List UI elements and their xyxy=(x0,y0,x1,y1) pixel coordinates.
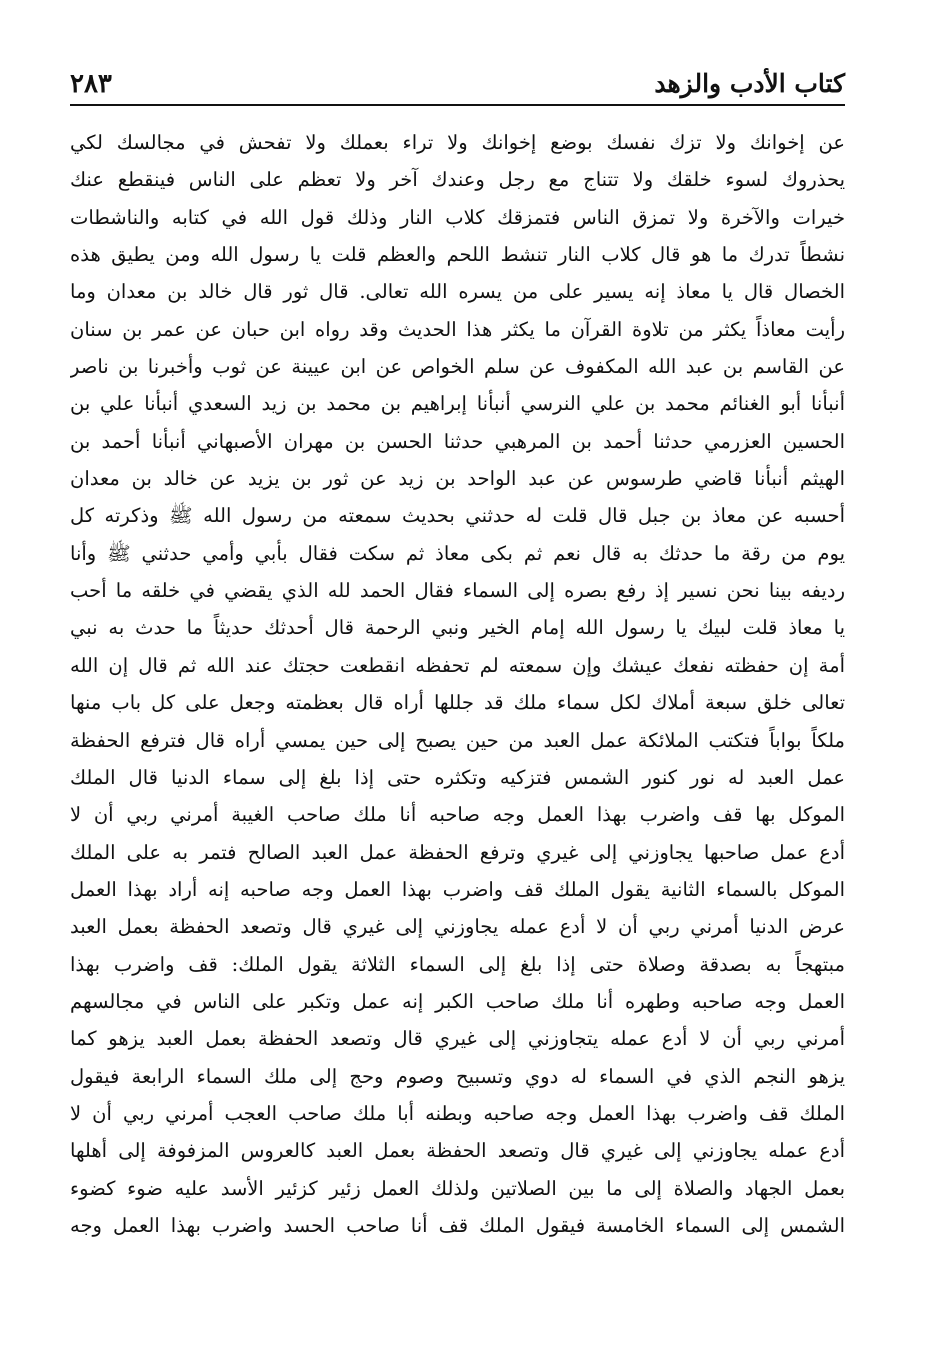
page-number: ٢٨٣ xyxy=(70,69,112,99)
text-line: عمل العبد له نور كنور الشمس فتزكيه وتكثره حتى إذا بلغ إلى سماء الدنيا قال الملك xyxy=(70,765,845,789)
text-line: الشمس إلى السماء الخامسة فيقول الملك قف أنا صاحب الحسد واضرب بهذا العمل وجه xyxy=(70,1213,845,1237)
text-line: الملك قف واضرب بهذا العمل وجه صاحبه وبطنه أبا ملك صاحب العجب أمرني ربي أن لا xyxy=(70,1101,845,1125)
text-line: عن القاسم بن عبد الله المكفوف عن سلم الخواص عن ابن عيينة عن ثوب وأخبرنا بن ناصر xyxy=(70,355,845,379)
text-line: أدع عمله يجاوزني إلى غيري قال وتصعد الحفظة بعمل العبد كالعروس المزفوفة إلى أهلها xyxy=(70,1139,845,1163)
book-title: كتاب الأدب والزهد xyxy=(654,69,845,98)
text-line: يوم من رقة ما حدثك به قال نعم ثم بكى معاذ ثم سكت فقال بأبي وأمي حدثني ﷺ وأنا xyxy=(70,541,845,565)
text-line: رأيت معاذاً يكثر من تلاوة القرآن ما يكثر هذا الحديث وقد رواه ابن حبان عن عمر بن سنان xyxy=(70,317,845,341)
text-line: تعالى خلق سبعة أملاك لكل سماء ملك قد جللها أراه قال بعظمته وجعل على كل باب منها xyxy=(70,691,845,715)
text-line: أمرني ربي أن لا أدع عمله يتجاوزني إلى غيري قال وتصعد الحفظة بعمل العبد يزهو كما xyxy=(70,1027,845,1051)
text-line: رديفه بينا نحن نسير إذ رفع بصره إلى السماء فقال الحمد لله الذي يقضي في خلقه ما أحب xyxy=(70,579,845,603)
text-line: الهيثم أنبأنا قاضي طرسوس عن عبد الواحد بن زيد عن ثور بن يزيد عن خالد بن معدان xyxy=(70,467,845,491)
text-line: يا معاذ قلت لبيك يا رسول الله إمام الخير ونبي الرحمة قال أحدثك حديثاً ما حدث به نبي xyxy=(70,616,845,640)
text-line: خيرات والآخرة ولا تمزق الناس فتمزقك كلاب النار وذلك قول الله في كتابه والناشطات xyxy=(70,205,845,229)
text-line: يزهو النجم الذي في السماء له دوي وتسبيح وصوم وحج إلى ملك السماء الرابعة فيقول xyxy=(70,1064,845,1088)
text-line: مبتهجاً به بصدقة وصلاة حتى إذا بلغ إلى السماء الثلاثة يقول الملك: قف واضرب بهذا xyxy=(70,952,845,976)
text-line: أنبأنا أبو الغنائم محمد بن علي النرسي أنبأنا إبراهيم بن محمد بن زيد السعدي أنبأنا علي بن xyxy=(70,392,845,416)
text-line: يحذروك لسوء خلقك ولا تتناج مع رجل وعندك آخر ولا تعظم على الناس فينقطع عنك xyxy=(70,168,845,192)
text-line: الحسين العزرمي حدثنا أحمد بن المرهبي حدثنا الحسن بن مهران الأصبهاني أنبأنا أحمد بن xyxy=(70,429,845,453)
text-line: العمل وجه صاحبه وطهره أنا ملك صاحب الكبر إنه عمل وتكبر على الناس في مجالسهم xyxy=(70,989,845,1013)
body-text xyxy=(70,124,845,1244)
text-line: ملكاً بواباً فتكتب الملائكة عمل العبد من حين يصبح إلى حين يمسي أراه قال فترفع الحفظة xyxy=(70,728,845,752)
text-line: أدع عمل صاحبها يجاوزني إلى غيري وترفع الحفظة عمل العبد الصالح فتمر به على الملك xyxy=(70,840,845,864)
text-line: عرض الدنيا أمرني ربي أن لا أدع عمله يجاوزني إلى غيري قال وتصعد الحفظة بعمل العبد xyxy=(70,915,845,939)
text-line: أحسبه عن معاذ بن جبل قال قلت له حدثني بحديث سمعته من رسول الله ﷺ وذكرته كل xyxy=(70,504,845,528)
text-line: الخصال قال يا معاذ إنه يسير على من يسره الله تعالى. قال ثور قال خالد بن معدان وما xyxy=(70,280,845,304)
text-line: نشطاً تدرك ما هو قال كلاب النار تنشط اللحم والعظم قلت يا رسول الله ومن يطيق هذه xyxy=(70,243,845,267)
text-line: الموكل بالسماء الثانية يقول الملك قف واضرب بهذا العمل وجه صاحبه إنه أراد بهذا العمل xyxy=(70,877,845,901)
text-line: عن إخوانك ولا تزك نفسك بوضع إخوانك ولا تراء بعملك ولا تفحش في مجالسك لكي xyxy=(70,131,845,154)
text-line: بعمل الجهاد والصلاة إلى ما بين الصلاتين ولذلك العمل زئير كزئير الأسد عليه ضوء كضوء xyxy=(70,1176,845,1200)
running-header xyxy=(70,58,845,102)
text-line: أمة إن حفظته نفعك عيشك وإن سمعته لم تحفظه انقطعت حجتك عند الله ثم قال إن الله xyxy=(70,653,845,677)
header-divider xyxy=(70,104,845,106)
text-line: الموكل بها قف واضرب بهذا العمل وجه صاحبه أنا ملك صاحب الغيبة أمرني ربي أن لا xyxy=(70,803,845,827)
